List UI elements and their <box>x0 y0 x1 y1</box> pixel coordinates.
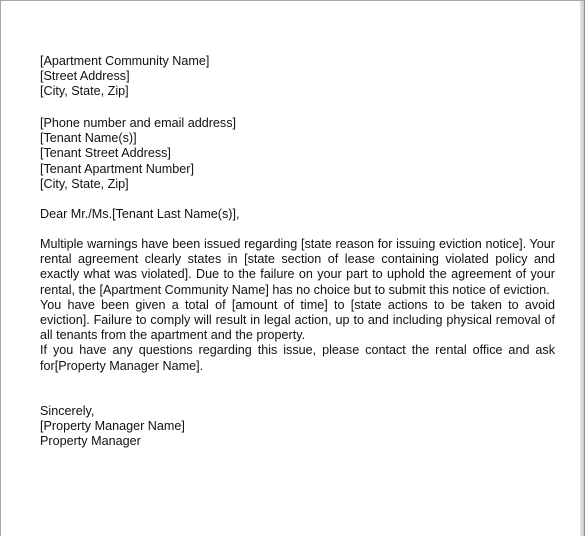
recipient-address-block <box>40 116 236 192</box>
recipient-names: [Tenant Name(s)] <box>40 131 137 146</box>
sender-community-name: [Apartment Community Name] <box>40 54 210 68</box>
salutation: Dear Mr./Ms.[Tenant Last Name(s)], <box>40 207 240 221</box>
sender-city-state-zip: [City, State, Zip] <box>40 84 129 99</box>
closing-block <box>40 404 185 450</box>
recipient-city-state-zip: [City, State, Zip] <box>40 176 129 191</box>
body-paragraph-3: If you have any questions regarding this issue, please contact the rental office and ask for[Property Manager Name]. <box>40 343 555 373</box>
closing: Sincerely, <box>40 404 95 418</box>
body-paragraph-2: You have been given a total of [amount of time] to [state actions to be taken to avoid eviction]. Failure to comply will result in legal action, up to and including physical removal of all tenants from the apartment and the property. <box>40 297 555 343</box>
signature-title: Property Manager <box>40 434 141 449</box>
letter-body <box>40 237 555 374</box>
sender-street-address: [Street Address] <box>40 69 130 84</box>
recipient-contact: [Phone number and email address] <box>40 116 237 130</box>
page-shadow <box>580 1 584 536</box>
signature-name: [Property Manager Name] <box>40 419 185 434</box>
salutation-block <box>40 207 239 222</box>
recipient-apartment-number: [Tenant Apartment Number] <box>40 161 195 176</box>
body-paragraph-1: Multiple warnings have been issued regarding [state reason for issuing eviction notice]. Your rental agreement clearly states in [state section of lease containing violated policy and exactly what was violated]. Due to the failure on your part to uphold the agreement of your rental, the [Apartment Community Name] has no choice but to submit this notice of eviction. <box>40 237 555 297</box>
recipient-street-address: [Tenant Street Address] <box>40 146 171 161</box>
sender-address-block <box>40 54 209 100</box>
